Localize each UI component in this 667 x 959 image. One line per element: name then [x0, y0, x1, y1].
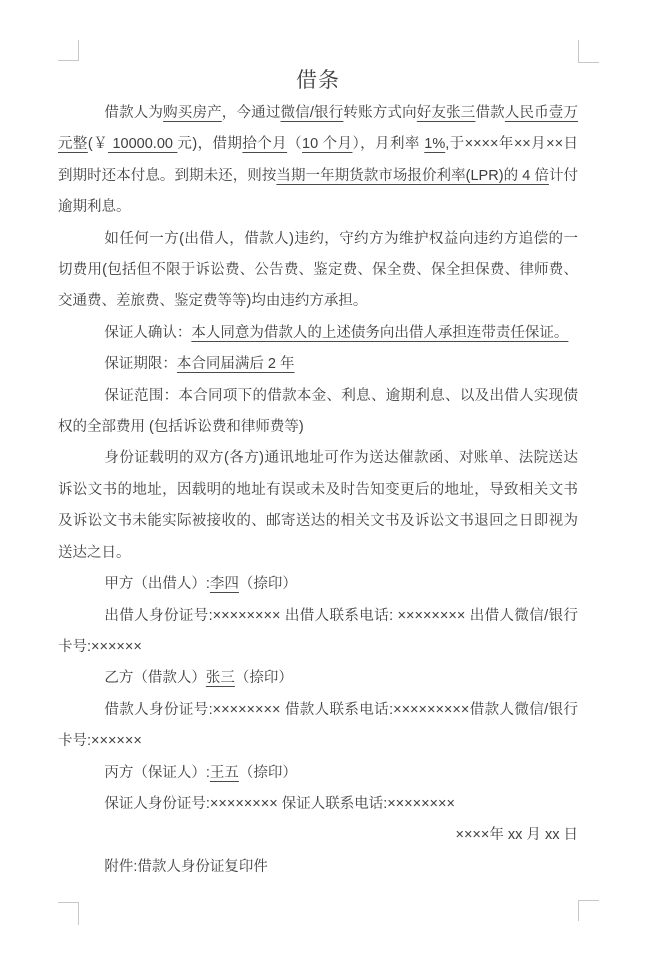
underlined-field-loan-terms-15: 1%: [424, 136, 446, 153]
document-body: [58, 98, 578, 883]
text-segment-party-c-signature-0: 丙方（保证人）:: [104, 764, 210, 781]
text-segment-party-b-signature-2: （捺印）: [234, 670, 293, 687]
underlined-field-loan-terms-1: 购买房产: [163, 105, 222, 121]
text-segment-loan-terms-10: 元)，借期: [177, 136, 243, 153]
text-segment-date-line-0: ××××年 xx 月 xx 日: [455, 827, 578, 844]
text-segment-loan-terms-0: 借款人为: [104, 105, 164, 121]
crop-mark-top-left: [58, 40, 79, 61]
text-segment-service-address-0: 身份证载明的双方(各方)通讯地址可作为送达催款函、对账单、法院送达诉讼文书的地址，因载明的地址有误或未及时告知变更后的地址，导致相关文书及诉讼文书未能实际被接收的、邮寄送达的相关文书及诉讼文书退回之日即视为送达之日。: [58, 450, 578, 561]
text-segment-party-c-signature-2: （捺印）: [238, 764, 297, 781]
paragraph-guarantee-period: [58, 349, 578, 380]
text-segment-loan-terms-8: (￥: [87, 136, 109, 153]
text-segment-guarantee-scope-0: 保证范围：本合同项下的借款本金、利息、逾期利息、以及出借人实现债权的全部费用 (包括诉讼费和律师费等): [58, 387, 578, 436]
underlined-field-loan-terms-13: 10 个月: [302, 136, 353, 153]
underlined-field-guarantor-confirmation-1: 本人同意为借款人的上述债务向出借人承担连带责任保证。: [191, 324, 569, 341]
paragraph-guarantee-scope: [58, 381, 578, 444]
text-segment-party-b-contact-0: 借款人身份证号:×××××××× 借款人联系电话:×××××××××借款人微信/银行卡号:××××××: [58, 701, 578, 750]
crop-mark-top-right: [578, 40, 599, 63]
crop-mark-bottom-left: [58, 902, 79, 925]
paragraph-party-c-contact: [58, 789, 578, 820]
paragraph-breach-costs: [58, 224, 578, 318]
text-segment-party-a-signature-0: 甲方（出借人）:: [104, 576, 210, 593]
text-segment-loan-terms-16: ,于××××年××月××日到期时还本付息。到期未还，则按: [58, 136, 578, 184]
underlined-field-guarantee-period-1: 本合同届满后 2 年: [176, 356, 295, 373]
text-segment-loan-terms-14: ），月利率: [352, 136, 425, 153]
paragraph-date-line: [58, 820, 578, 851]
text-segment-guarantor-confirmation-0: 保证人确认：: [104, 324, 192, 341]
paragraph-attachment-note: [58, 852, 578, 883]
underlined-field-loan-terms-3: 微信/银行: [280, 105, 344, 121]
paragraph-party-b-signature: [58, 663, 578, 694]
paragraph-loan-terms: [58, 98, 578, 224]
underlined-field-party-b-signature-1: 张三: [205, 670, 235, 687]
paragraph-guarantor-confirmation: [58, 318, 578, 349]
text-segment-party-c-contact-0: 保证人身份证号:×××××××× 保证人联系电话:××××××××: [104, 795, 455, 812]
underlined-field-party-a-signature-1: 李四: [209, 576, 239, 593]
underlined-field-loan-terms-11: 拾个月: [242, 136, 288, 153]
text-segment-party-b-signature-0: 乙方（借款人）: [104, 670, 206, 687]
paragraph-party-a-contact: [58, 601, 578, 664]
text-segment-loan-terms-18: 计付逾期利息。: [58, 167, 579, 216]
paragraph-party-a-signature: [58, 569, 578, 600]
underlined-field-loan-terms-7: 人民币壹万元整: [58, 105, 579, 153]
paragraph-service-address: [58, 443, 578, 569]
underlined-field-loan-terms-9: 10000.00: [108, 136, 178, 153]
text-segment-loan-terms-6: 借款: [475, 105, 505, 121]
crop-mark-bottom-right: [578, 900, 599, 921]
text-segment-guarantee-period-0: 保证期限：: [104, 356, 177, 373]
text-segment-loan-terms-2: ，今通过: [221, 105, 281, 121]
text-segment-loan-terms-4: 转账方式向: [343, 105, 417, 121]
paragraph-party-c-signature: [58, 758, 578, 789]
text-segment-loan-terms-12: （: [287, 136, 303, 153]
underlined-field-party-c-signature-1: 王五: [209, 764, 239, 781]
underlined-field-loan-terms-5: 好友张三: [416, 105, 476, 121]
text-segment-party-a-contact-0: 出借人身份证号:×××××××× 出借人联系电话: ×××××××× 出借人微信/银行卡号:××××××: [58, 607, 578, 655]
text-segment-party-a-signature-2: （捺印）: [238, 576, 297, 593]
text-segment-breach-costs-0: 如任何一方(出借人，借款人)违约，守约方为维护权益向违约方追偿的一切费用(包括但不限于诉讼费、公告费、鉴定费、保全费、保全担保费、律师费、交通费、差旅费、鉴定费等等)均由违约方承担。: [58, 230, 578, 310]
underlined-field-loan-terms-17: 当期一年期货款市场报价利率(LPR)的 4 倍: [276, 167, 549, 184]
document-title: 借条: [296, 69, 340, 92]
text-segment-attachment-note-0: 附件:借款人身份证复印件: [104, 858, 268, 875]
paragraph-party-b-contact: [58, 695, 578, 758]
